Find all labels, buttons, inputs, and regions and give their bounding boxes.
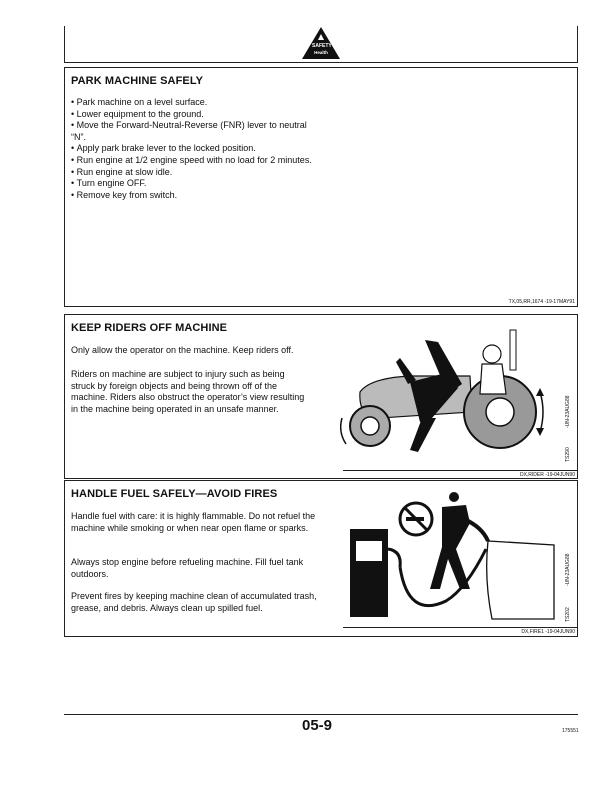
fuel-paragraph-3: Prevent fires by keeping machine clean of accumulated trash, grease, and debris. Always clean up spilled fuel. xyxy=(71,591,317,613)
list-item: • Remove key from switch. xyxy=(71,190,321,202)
section-code: DX,FIRE1 -19-04JUN90 xyxy=(521,629,575,635)
list-item: • Turn engine OFF. xyxy=(71,178,321,190)
refueling-illustration xyxy=(346,489,558,624)
list-item: • Run engine at 1/2 engine speed with no load for 2 minutes. xyxy=(71,155,321,167)
riders-paragraph-2: Riders on machine are subject to injury such as being struck by foreign objects and being thrown off of the machine. Riders also obstruct the operator’s view resulting in the machine being operated in an unsafe manner. xyxy=(71,369,305,414)
riders-image-code: TS290 xyxy=(565,447,571,462)
top-frame-right-line xyxy=(577,26,578,63)
safety-alert-icon xyxy=(301,26,341,60)
riders-image-code-2: -UN-23AUG88 xyxy=(565,395,571,428)
top-frame-bottom-line xyxy=(64,62,578,63)
fuel-paragraph-2: Always stop engine before refueling machine. Fill fuel tank outdoors. xyxy=(71,557,304,579)
section-code: DX,RIDER -19-04JUN90 xyxy=(519,472,575,478)
fuel-image-code: TS202 xyxy=(565,607,571,622)
park-steps-list xyxy=(71,97,321,201)
safety-emblem-line1: SAFETY xyxy=(312,43,332,49)
list-item: • Lower equipment to the ground. xyxy=(71,109,321,121)
top-frame-left-line xyxy=(64,26,65,63)
section-title: PARK MACHINE SAFELY xyxy=(71,75,204,87)
section-title: HANDLE FUEL SAFELY—AVOID FIRES xyxy=(71,488,278,500)
list-item: • Run engine at slow idle. xyxy=(71,167,321,179)
section-title: KEEP RIDERS OFF MACHINE xyxy=(71,322,228,334)
fuel-image-code-2: -UN-23AUG88 xyxy=(565,553,571,586)
section-code: TX,05,RR,1674 -19-17MAY91 xyxy=(508,299,575,305)
riders-paragraph-1: Only allow the operator on the machine. Keep riders off. xyxy=(71,345,294,355)
fuel-paragraph-1: Handle fuel with care: it is highly flammable. Do not refuel the machine while smoking or when near open flame or sparks. xyxy=(71,511,316,533)
footer-rule xyxy=(64,714,578,715)
list-item: • Move the Forward-Neutral-Reverse (FNR) lever to neutral “N”. xyxy=(71,120,321,143)
tractor-rider-illustration xyxy=(340,322,555,466)
page-number: 05-9 xyxy=(302,717,333,734)
footer-code: 175551 xyxy=(562,728,579,734)
riders-image-divider xyxy=(343,470,578,471)
list-item: • Park machine on a level surface. xyxy=(71,97,321,109)
fuel-image-divider xyxy=(343,627,578,628)
list-item: • Apply park brake lever to the locked position. xyxy=(71,143,321,155)
safety-emblem-line2: Health xyxy=(314,50,328,55)
